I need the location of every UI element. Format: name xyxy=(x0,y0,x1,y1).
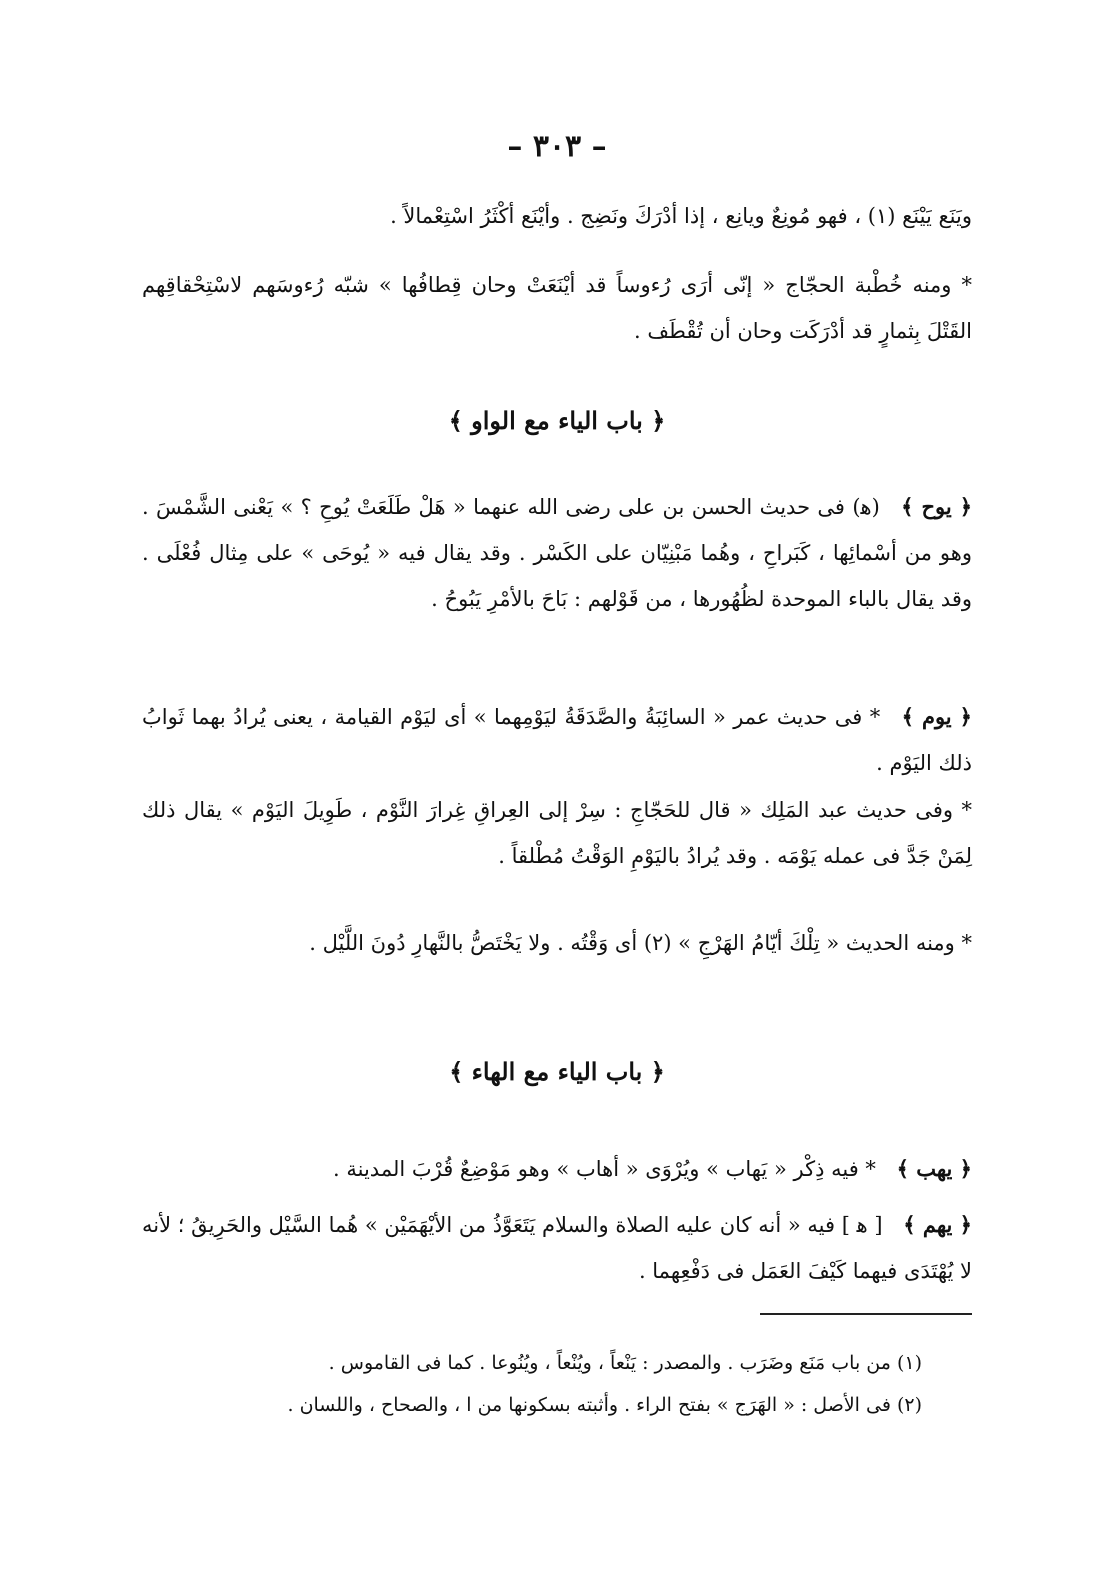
entry-abd-almalik xyxy=(142,787,972,879)
entry-text: [ ﻫ ] فيه « أنه كان عليه الصلاة والسلام يَتَعَوَّذُ من الأيْهَمَيْن » هُما السَّيْل والحَرِيقُ ؛ لأنه لا يُهْتَدَى فيهما كَيْفَ العَمَل فى دَفْعِهما . xyxy=(142,1213,972,1283)
footnote-1: (١) من باب مَنَع وضَرَب . والمصدر : يَنْعاً ، ويُنْعاً ، ويُنُوعا . كما فى القاموس . xyxy=(328,1352,922,1374)
paragraph-text: ويَنَع يَيْنَع (١) ، فهو مُونِعٌ ويانِع ، إذا أدْرَكَ ونَضِج . وأيْنَع أكْثَرُ اسْتِعْمالاً . xyxy=(390,204,972,228)
entry-headword: ﴿ يهم ﴾ xyxy=(903,1212,972,1237)
footnote-2: (٢) فى الأصل : « الهَرَج » بفتح الراء . وأثبته بسكونها من ا ، والصحاح ، واللسان . xyxy=(287,1394,922,1416)
entry-text: * فى حديث عمر « السائِبَةُ والصَّدَقَةُ ليَوْمِهما » أى ليَوْم القيامة ، يعنى يُرادُ بهما ثَوابُ ذلك اليَوْم . xyxy=(142,705,972,775)
entry-text: * فيه ذِكْر « يَهاب » ويُرْوَى « أهاب » وهو مَوْضِعٌ قُرْبَ المدينة . xyxy=(333,1157,876,1181)
section-heading-ya-waw: ﴿ باب الياء مع الواو ﴾ xyxy=(448,406,666,435)
paragraph-hajjaj-sermon xyxy=(142,262,972,354)
paragraph-continuation xyxy=(142,193,972,239)
entry-text: * ومنه الحديث « تِلْكَ أيّامُ الهَرْجِ » (٢) أى وَقْتُه . ولا يَخْتَصُّ بالنَّهارِ دُونَ اللَّيْل . xyxy=(309,931,972,955)
entry-yuh xyxy=(142,484,972,622)
page-number: – ٣٠٣ – xyxy=(507,129,607,164)
entry-text: * وفى حديث عبد المَلِك « قال للحَجّاجِ : سِرْ إلى العِراقِ غِرارَ النَّوْم ، طَوِيلَ اليَوْم » يقال ذلك لِمَنْ جَدَّ فى عمله يَوْمَه . وقد يُرادُ باليَوْمِ الوَقْتُ مُطْلقاً . xyxy=(142,798,972,868)
entry-headword: ﴿ يوم ﴾ xyxy=(901,704,972,729)
section-heading-ya-ha: ﴿ باب الياء مع الهاء ﴾ xyxy=(449,1057,665,1086)
paragraph-text: * ومنه خُطْبة الحجّاج « إنّى أرَى رُءوساً قد أيْنَعَتْ وحان قِطافُها » شبّه رُءوسَهم لاسْتِحْقاقِهم القَتْلَ بِثمارٍ قد أدْرَكَت وحان أن تُقْطَف . xyxy=(142,273,972,343)
entry-headword: ﴿ يوح ﴾ xyxy=(901,494,973,519)
entry-headword: ﴿ يهب ﴾ xyxy=(896,1156,972,1181)
entry-yawm xyxy=(142,694,972,786)
entry-yahab xyxy=(142,1146,972,1192)
entry-text: (ﻫ) فى حديث الحسن بن على رضى الله عنهما « هَلْ طَلَعَتْ يُوحِ ؟ » يَعْنى الشَّمْسَ . وهو من أسْمائِها ، كَبَراحِ ، وهُما مَبْنِيّان على الكَسْر . وقد يقال فيه « يُوحَى » على مِثال فُعْلَى . وقد يقال بالباء الموحدة لظُهُورها ، من قَوْلهم : بَاحَ بالأمْرِ يَبُوحُ . xyxy=(142,495,972,611)
footnote-divider xyxy=(760,1313,972,1315)
entry-harj xyxy=(142,920,972,966)
entry-yaham xyxy=(142,1202,972,1294)
